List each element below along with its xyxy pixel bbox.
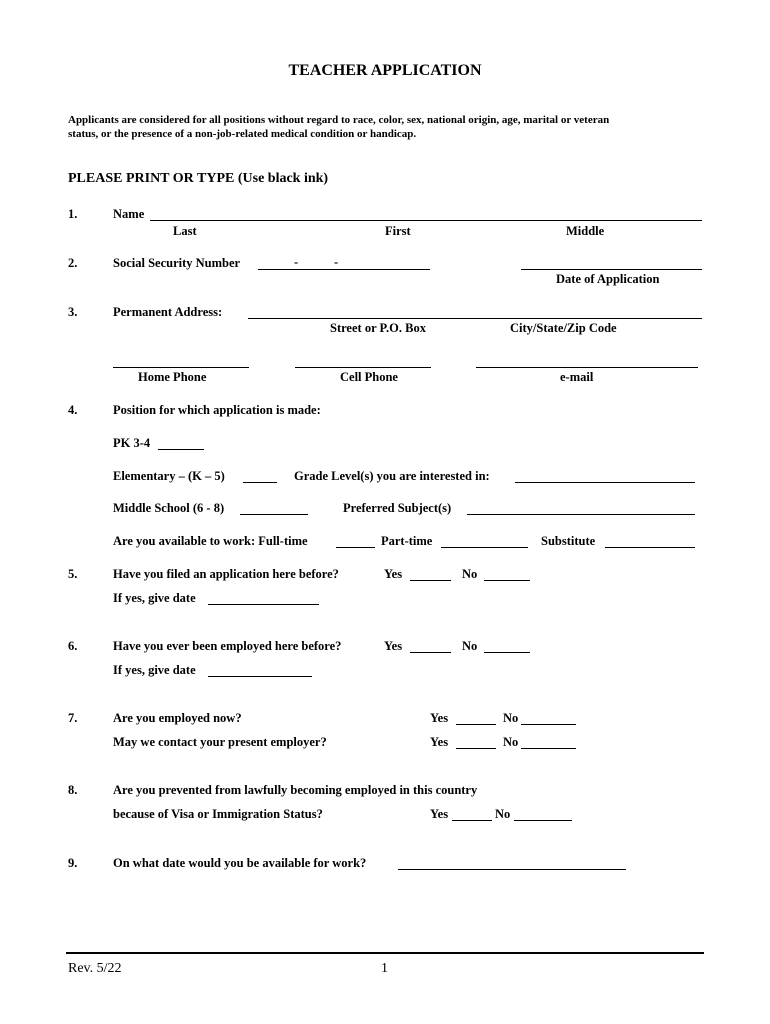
q7-yes-field[interactable] bbox=[456, 724, 496, 725]
q6-date-field[interactable] bbox=[208, 676, 312, 677]
q5-yes-label: Yes bbox=[384, 567, 403, 581]
footer-divider bbox=[66, 952, 704, 954]
ssn-dash-2: - bbox=[334, 255, 339, 269]
q5-no-field[interactable] bbox=[484, 580, 530, 581]
cell-phone-field[interactable] bbox=[295, 367, 431, 368]
substitute-field[interactable] bbox=[605, 547, 695, 548]
address-field[interactable] bbox=[248, 318, 702, 319]
date-of-application-label: Date of Application bbox=[556, 272, 660, 286]
part-time-field[interactable] bbox=[441, 547, 528, 548]
q6-label: Have you ever been employed here before? bbox=[113, 639, 342, 653]
name-last-label: Last bbox=[173, 224, 197, 238]
q8-number: 8. bbox=[68, 783, 78, 797]
available-full-time-label: Are you available to work: Full-time bbox=[113, 534, 308, 548]
street-label: Street or P.O. Box bbox=[330, 321, 426, 335]
q5-no-label: No bbox=[462, 567, 478, 581]
name-first-label: First bbox=[385, 224, 411, 238]
part-time-label: Part-time bbox=[381, 534, 433, 548]
ssn-dash-1: - bbox=[294, 255, 299, 269]
q7-contact-no-field[interactable] bbox=[521, 748, 576, 749]
grade-level-label: Grade Level(s) you are interested in: bbox=[294, 469, 490, 483]
page-title: TEACHER APPLICATION bbox=[288, 62, 482, 79]
q7-label: Are you employed now? bbox=[113, 711, 242, 725]
revision-label: Rev. 5/22 bbox=[68, 961, 122, 976]
q7-yes-label: Yes bbox=[430, 711, 449, 725]
q6-number: 6. bbox=[68, 639, 78, 653]
q7-number: 7. bbox=[68, 711, 78, 725]
city-state-zip-label: City/State/Zip Code bbox=[510, 321, 617, 335]
q7-contact-no-label: No bbox=[503, 735, 519, 749]
date-of-application-field[interactable] bbox=[521, 269, 702, 270]
full-time-field[interactable] bbox=[336, 547, 375, 548]
q4-number: 4. bbox=[68, 403, 78, 417]
q6-no-field[interactable] bbox=[484, 652, 530, 653]
instruction: PLEASE PRINT OR TYPE (Use black ink) bbox=[68, 171, 329, 186]
email-label: e-mail bbox=[560, 370, 594, 384]
q8-no-field[interactable] bbox=[514, 820, 572, 821]
elementary-label: Elementary – (K – 5) bbox=[113, 469, 225, 483]
q6-yes-label: Yes bbox=[384, 639, 403, 653]
preferred-subjects-label: Preferred Subject(s) bbox=[343, 501, 452, 515]
pk-label: PK 3-4 bbox=[113, 436, 151, 450]
q5-label: Have you filed an application here before? bbox=[113, 567, 339, 581]
substitute-label: Substitute bbox=[541, 534, 596, 548]
ssn-field[interactable] bbox=[258, 269, 430, 270]
q9-label: On what date would you be available for work? bbox=[113, 856, 367, 870]
q3-number: 3. bbox=[68, 305, 78, 319]
elementary-field[interactable] bbox=[243, 482, 277, 483]
notice-line-2: status, or the presence of a non-job-related medical condition or handicap. bbox=[68, 128, 417, 140]
q6-no-label: No bbox=[462, 639, 478, 653]
grade-level-field[interactable] bbox=[515, 482, 695, 483]
preferred-subjects-field[interactable] bbox=[467, 514, 695, 515]
q2-number: 2. bbox=[68, 256, 78, 270]
name-field[interactable] bbox=[150, 220, 702, 221]
home-phone-field[interactable] bbox=[113, 367, 249, 368]
page-number: 1 bbox=[381, 961, 388, 976]
name-middle-label: Middle bbox=[566, 224, 605, 238]
q5-number: 5. bbox=[68, 567, 78, 581]
q6-give-date-label: If yes, give date bbox=[113, 663, 196, 677]
q8-label: Are you prevented from lawfully becoming employed in this country bbox=[113, 783, 478, 797]
q7-contact-yes-field[interactable] bbox=[456, 748, 496, 749]
q9-number: 9. bbox=[68, 856, 78, 870]
q5-date-field[interactable] bbox=[208, 604, 319, 605]
ssn-label: Social Security Number bbox=[113, 256, 241, 270]
q7-no-label: No bbox=[503, 711, 519, 725]
q7-contact-yes-label: Yes bbox=[430, 735, 449, 749]
q5-yes-field[interactable] bbox=[410, 580, 451, 581]
notice-line-1: Applicants are considered for all positions without regard to race, color, sex, national origin, age, marital or veteran bbox=[68, 114, 610, 126]
cell-phone-label: Cell Phone bbox=[340, 370, 398, 384]
q6-yes-field[interactable] bbox=[410, 652, 451, 653]
q8-yes-label: Yes bbox=[430, 807, 449, 821]
q8-no-label: No bbox=[495, 807, 511, 821]
q8-yes-field[interactable] bbox=[452, 820, 492, 821]
name-label: Name bbox=[113, 207, 145, 221]
pk-field[interactable] bbox=[158, 449, 204, 450]
position-label: Position for which application is made: bbox=[113, 403, 321, 417]
home-phone-label: Home Phone bbox=[138, 370, 207, 384]
q7-no-field[interactable] bbox=[521, 724, 576, 725]
middle-school-field[interactable] bbox=[240, 514, 308, 515]
q8-label-2: because of Visa or Immigration Status? bbox=[113, 807, 323, 821]
middle-school-label: Middle School (6 - 8) bbox=[113, 501, 225, 515]
q5-give-date-label: If yes, give date bbox=[113, 591, 196, 605]
email-field[interactable] bbox=[476, 367, 698, 368]
available-date-field[interactable] bbox=[398, 869, 626, 870]
q7-contact-label: May we contact your present employer? bbox=[113, 735, 327, 749]
address-label: Permanent Address: bbox=[113, 305, 223, 319]
q1-number: 1. bbox=[68, 207, 78, 221]
